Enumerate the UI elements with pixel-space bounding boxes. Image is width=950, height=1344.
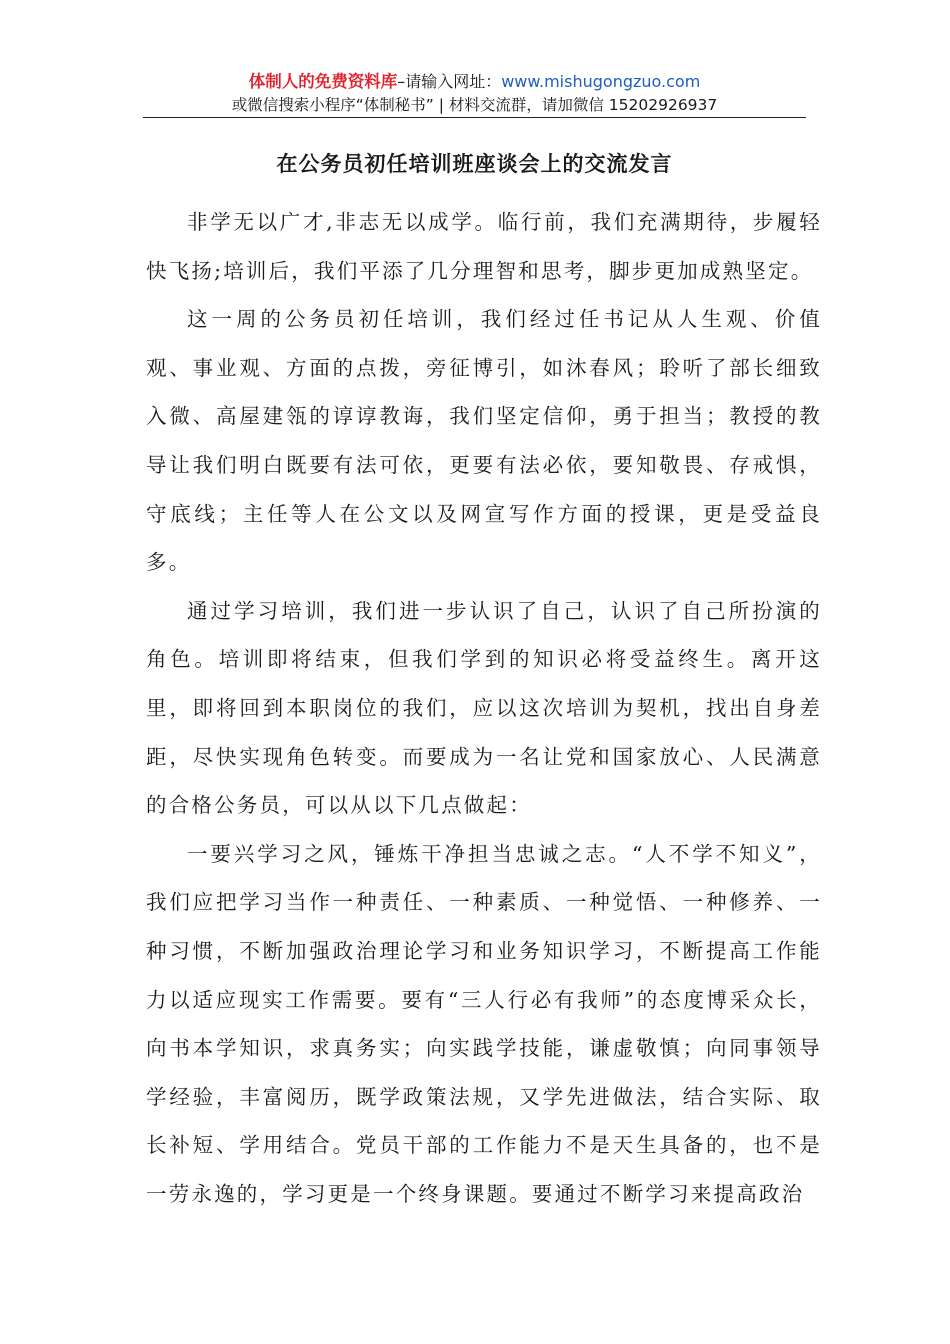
header-prompt: –请输入网址：	[397, 72, 502, 91]
paragraph: 一要兴学习之风，锤炼干净担当忠诚之志。“人不学不知义”，我们应把学习当作一种责任、一种素质、一种觉悟、一种修养、一种习惯，不断加强政治理论学习和业务知识学习，不断提高工作能力以适应现实工作需要。要有“三人行必有我师”的态度博采众长，向书本学知识，求真务实；向实践学技能，谦虚敬慎；向同事领导学经验，丰富阅历，既学政策法规，又学先进做法，结合实际、取长补短、学用结合。党员干部的工作能力不是天生具备的，也不是一劳永逸的，学习更是一个终身课题。要通过不断学习来提高政治	[146, 841, 822, 1206]
page-header	[143, 70, 806, 116]
header-url-link[interactable]: www.mishugongzuo.com	[501, 72, 701, 91]
paragraph: 通过学习培训，我们进一步认识了自己，认识了自己所扮演的角色。培训即将结束，但我们学到的知识必将受益终生。离开这里，即将回到本职岗位的我们，应以这次培训为契机，找出自身差距，尽快实现角色转变。而要成为一名让党和国家放心、人民满意的合格公务员，可以从以下几点做起：	[146, 598, 822, 818]
document-body	[146, 198, 822, 1218]
header-brand: 体制人的免费资料库	[248, 72, 398, 91]
header-line-2: 或微信搜索小程序“体制秘书” | 材料交流群，请加微信 15202926937	[231, 96, 718, 114]
paragraph: 这一周的公务员初任培训，我们经过任书记从人生观、价值观、事业观、方面的点拨，旁征博引，如沐春风；聆听了部长细致入微、高屋建瓴的谆谆教诲，我们坚定信仰，勇于担当；教授的教导让我们明白既要有法可依，更要有法必依，要知敬畏、存戒惧，守底线；主任等人在公文以及网宣写作方面的授课，更是受益良多。	[146, 307, 822, 575]
paragraph: 非学无以广才,非志无以成学。临行前，我们充满期待，步履轻快飞扬;培训后，我们平添了几分理智和思考，脚步更加成熟坚定。	[146, 210, 822, 283]
header-divider	[143, 117, 806, 118]
document-title: 在公务员初任培训班座谈会上的交流发言	[276, 151, 673, 176]
header-line-1	[143, 70, 806, 94]
